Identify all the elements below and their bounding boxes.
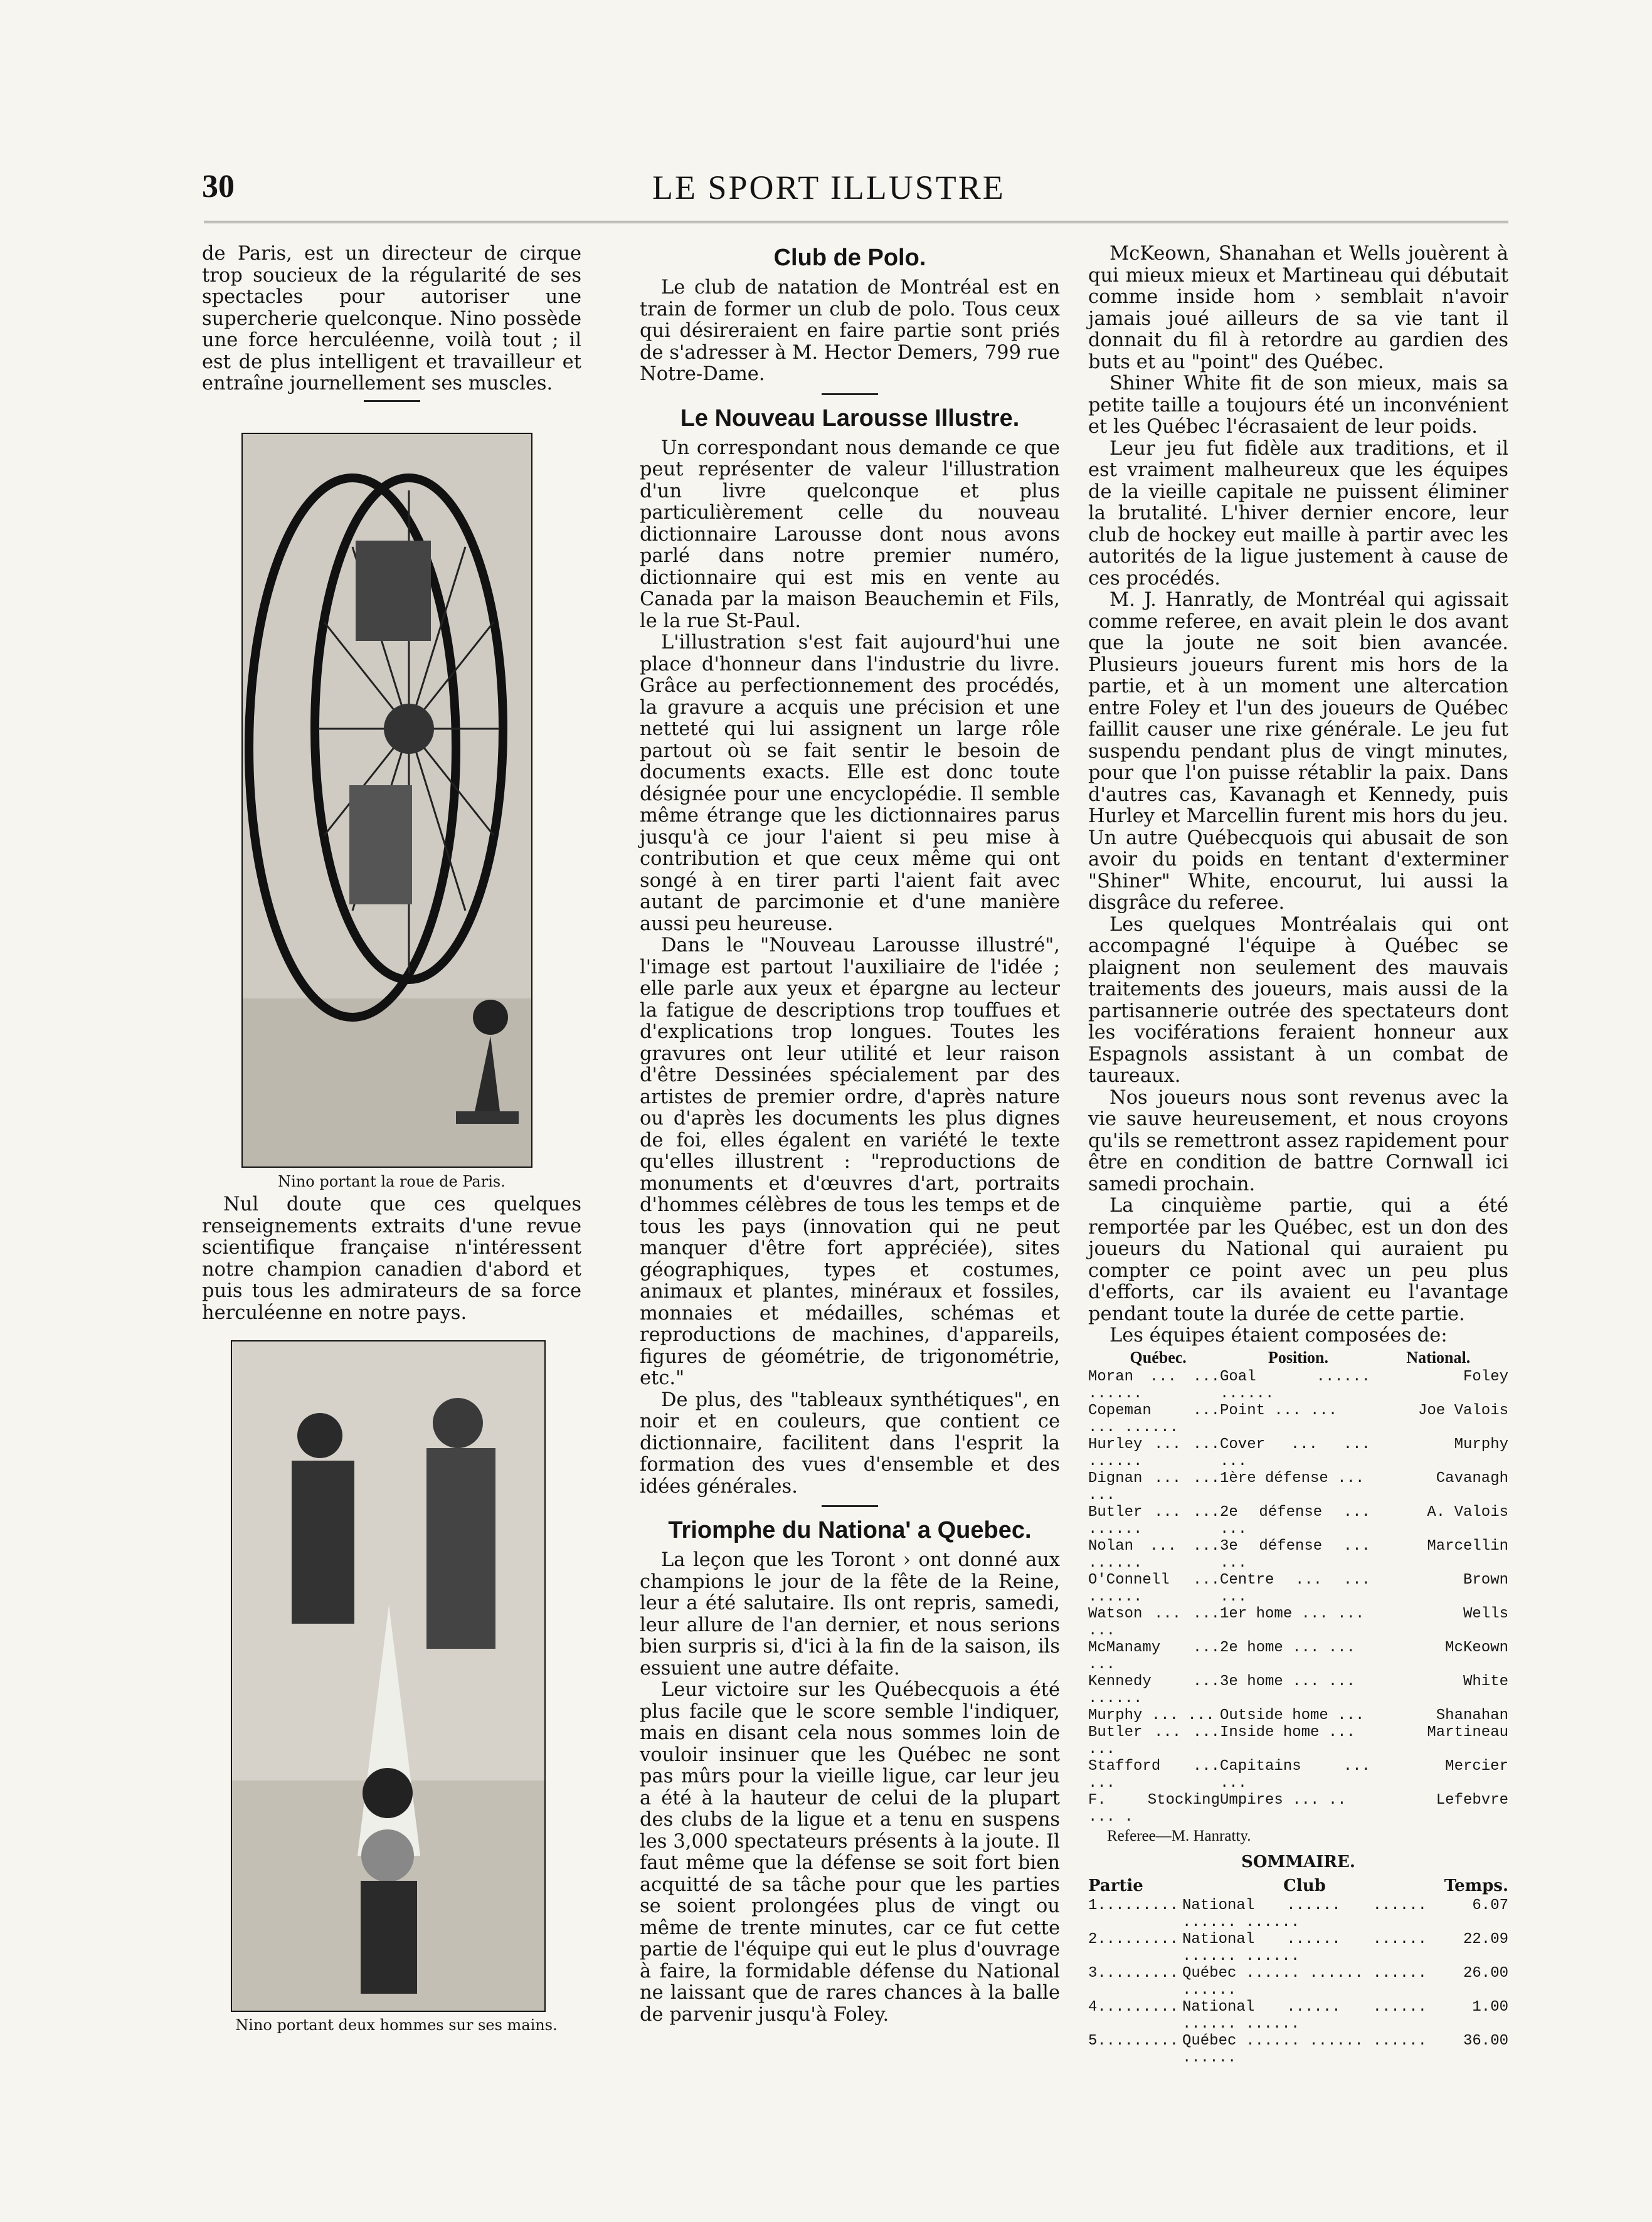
- triomphe-paragraph: McKeown, Shanahan et Wells jouèrent à qui mieux mieux et Martineau qui débutait comme inside hom › semblait n'avoir jamais joué ailleurs de sa vie tant il donnait du fil à retordre au gardien des buts et au "point" des Québec.: [1088, 243, 1508, 373]
- lineup-cell: Marcellin: [1427, 1538, 1508, 1555]
- table-row: [1088, 1402, 1508, 1436]
- triomphe-paragraph: Leur victoire sur les Québecquois a été plus facile que le score semble l'indiquer, mais en disant cela nous sommes loin de vouloir insinuer que les Québec ne sont pas mûrs pour la vieille ligue, car leur jeu a été à la hauteur de celui de la plupart des clubs de la ligue et a tenu en suspens les 3,000 spectateurs présents à la joute. Il faut même que la défense se soit fort bien acquitté de sa tâche pour que les parties se soient prolongées plus de vingt ou même de trente minutes, car ce fut cette partie de l'équipe qui eut le plus d'ouvrage à faire, la formidable défense du National ne laissant que de rares chances à la balle de parvenir jusqu'à Foley.: [640, 1679, 1060, 2026]
- table-row: [1088, 1470, 1508, 1504]
- lineup-cell: 2e défense ... ...: [1220, 1504, 1370, 1538]
- lineup-cell: White: [1463, 1673, 1508, 1690]
- sommaire-cell: 3.........: [1088, 1964, 1179, 1982]
- lineup-cell: Wells: [1463, 1606, 1508, 1622]
- sommaire-header-cell: Partie: [1088, 1876, 1143, 1895]
- sommaire-cell: Québec ...... ...... ...... ......: [1182, 1964, 1427, 1999]
- triomphe-paragraph: M. J. Hanratly, de Montréal qui agissait comme referee, en avait plein le dos avant que la joute ne soit bien avancée. Plusieurs joueurs furent mis hors de la partie, et à un moment une altercation entre Foley et l'un des joueurs de Québec faillit causer une rixe générale. Le jeu fut suspendu pendant plus de vingt minutes, pour que l'on puisse rétablir la paix. Dans d'autres cas, Kavanagh et Kennedy, puis Hurley et Marcellin furent mis hors du jeu. Un autre Québecquois qui abusait de son avoir du poids en tentant d'exterminer "Shiner" White, encourut, lui aussi la disgrâce du referee.: [1088, 589, 1508, 914]
- lineup-cell: McManamy ... ...: [1088, 1639, 1220, 1673]
- table-row: [1088, 1639, 1508, 1673]
- table-row: [1088, 1538, 1508, 1572]
- lineup-cell: Murphy ... ...: [1088, 1707, 1215, 1724]
- lineup-cell: Kennedy ... ......: [1088, 1673, 1220, 1707]
- larousse-heading: Le Nouveau Larousse Illustre.: [680, 405, 1020, 431]
- lineup-cell: Moran ... ... ......: [1088, 1368, 1220, 1402]
- triomphe-paragraph: Leur jeu fut fidèle aux traditions, et il est vraiment malheureux que les équipes de la vieille capitale ne puissent éliminer la brutalité. L'hiver dernier encore, leur club de hockey eut maille à partir avec les autorités de la ligue justement à cause de ces procédés.: [1088, 437, 1508, 590]
- larousse-paragraph: L'illustration s'est fait aujourd'hui une place d'honneur dans l'industrie du livre. Grâce au perfectionnement des procédés, la gravure a acquis une précision et une netteté qui lui assignent un large rôle partout où se fait sentir le besoin de documents exacts. Elle est donc toute désignée pour une encyclopédie. Il semble même étrange que les dictionnaires parus jusqu'à ce jour l'aient si peu mise à contribution et que ceux même qui ont songé à en tirer parti l'aient fait avec autant de parcimonie et d'une manière aussi peu heureuse.: [640, 632, 1060, 935]
- lineup-header-cell: Position.: [1268, 1348, 1329, 1367]
- header-rule: [204, 221, 1508, 223]
- lineup-cell: Inside home ...: [1220, 1724, 1356, 1741]
- table-row: [1088, 1368, 1508, 1402]
- table-row: [1088, 1999, 1508, 2033]
- lineup-cell: O'Connell ... ......: [1088, 1572, 1220, 1606]
- table-row: [1088, 1965, 1508, 1999]
- col1-paragraph: de Paris, est un directeur de cirque trop soucieux de la régularité de ses spectacles pour autoriser une supercherie quelconque. Nino possède une force herculéenne, voilà tout ; il est de plus intelligent et travailleur et entraîne journellement ses muscles.: [202, 243, 581, 394]
- lineup-cell: Copeman ... ... ......: [1088, 1402, 1220, 1436]
- referee-line: Referee—M. Hanratty.: [1107, 1828, 1251, 1844]
- sommaire-cell: 6.07: [1472, 1897, 1508, 1914]
- table-row: [1088, 1931, 1508, 1965]
- triomphe-paragraph: Shiner White fit de son mieux, mais sa petite taille a toujours été un inconvénient et les Québec l'écrasaient de leur poids.: [1088, 373, 1508, 438]
- sommaire-cell: 5.........: [1088, 2032, 1179, 2050]
- lineup-table: [1088, 1368, 1508, 1826]
- lineup-cell: Dignan ... ... ...: [1088, 1470, 1220, 1504]
- sommaire-cell: Québec ...... ...... ...... ......: [1182, 2032, 1427, 2066]
- photo-nino-wheel: [241, 433, 532, 1168]
- photo-nino-two-men: [231, 1340, 546, 2012]
- lineup-header: [1088, 1347, 1508, 1369]
- larousse-paragraph: Dans le "Nouveau Larousse illustré", l'image est partout l'auxiliaire de l'idée ; elle parle aux yeux et épargne au lecteur la fatigue de descriptions trop touffues et d'explications trop longues. Toutes les gravures ont leur utilité et leur raison d'être Dessinées spécialement par des artistes de premier ordre, d'après nature ou d'après les documents les plus dignes de foi, elles égalent en variété le texte qu'elles illustrent : "reproductions de monuments et d'œuvres d'art, portraits d'hommes célèbres de tous les temps et de tous les pays (innovation qui ne peut manquer d'être fort appréciée), sites géographiques, types et costumes, animaux et plantes, minéraux et fossiles, monnaies et médailles, schémas et reproductions de machines, d'appareils, figures de géométrie, de trigonométrie, etc.": [640, 934, 1060, 1389]
- sommaire-cell: 1.........: [1088, 1897, 1179, 1914]
- table-row: [1088, 1436, 1508, 1470]
- lineup-cell: Nolan ... ... ......: [1088, 1538, 1220, 1572]
- column-1: [202, 243, 581, 412]
- lineup-cell: Goal ...... ......: [1220, 1368, 1370, 1402]
- column-2: [640, 243, 1060, 2026]
- lineup-cell: 2e home ... ...: [1220, 1639, 1356, 1656]
- caption-two-men: Nino portant deux hommes sur ses mains.: [235, 2016, 558, 2034]
- separator: [822, 1505, 878, 1507]
- table-row: [1088, 1572, 1508, 1606]
- sommaire-cell: 1.00: [1472, 1998, 1508, 2016]
- lineup-cell: A. Valois: [1427, 1504, 1508, 1521]
- table-row: [1088, 1792, 1508, 1826]
- triomphe-paragraph: Nos joueurs nous sont revenus avec la vie sauve heureusement, et nous croyons qu'ils se remettront assez rapidement pour être en condition de battre Cornwall ici samedi prochain.: [1088, 1086, 1508, 1195]
- strongman-illustration: [232, 1341, 544, 2011]
- lineup-cell: Brown: [1463, 1572, 1508, 1589]
- sommaire-cell: National ...... ...... ...... ......: [1182, 1930, 1427, 1965]
- lineup-cell: Stafford ... ...: [1088, 1758, 1220, 1792]
- lineup-cell: Umpires ... ..: [1220, 1792, 1347, 1809]
- larousse-paragraph: De plus, des "tableaux synthétiques", en noir et en couleurs, que contient ce dictionnaire, facilitent dans l'esprit la formation des vues d'ensemble et des idées générales.: [640, 1389, 1060, 1498]
- lineup-cell: Lefebvre: [1436, 1792, 1508, 1809]
- lineup-cell: Outside home ...: [1220, 1707, 1365, 1724]
- polo-text: Le club de natation de Montréal est en train de former un club de polo. Tous ceux qui désireraient en faire partie sont priés de s'adresser à M. Hector Demers, 799 rue Notre-Dame.: [640, 277, 1060, 385]
- lineup-cell: 1ère défense ...: [1220, 1470, 1365, 1487]
- lineup-cell: McKeown: [1445, 1639, 1508, 1656]
- lineup-cell: Shanahan: [1436, 1707, 1508, 1724]
- sommaire-cell: National ...... ...... ...... ......: [1182, 1998, 1427, 2033]
- sommaire-cell: 2.........: [1088, 1930, 1179, 1948]
- lineup-cell: Point ... ...: [1220, 1402, 1338, 1419]
- lineup-cell: Watson ... ... ...: [1088, 1606, 1220, 1639]
- lineup-cell: F. Stocking ... .: [1088, 1792, 1220, 1826]
- lineup-cell: Hurley ... ... ......: [1088, 1436, 1220, 1470]
- lineup-cell: 3e défense ... ...: [1220, 1538, 1370, 1572]
- table-row: [1088, 1673, 1508, 1707]
- column-1-continued: [202, 1194, 581, 1324]
- table-row: [1088, 1504, 1508, 1538]
- triomphe-heading: Triomphe du Nationa' a Quebec.: [668, 1517, 1032, 1543]
- table-row: [1088, 1897, 1508, 1931]
- polo-heading: Club de Polo.: [773, 245, 926, 271]
- lineup-cell: Mercier: [1445, 1758, 1508, 1775]
- sommaire-cell: 26.00: [1463, 1964, 1508, 1982]
- sommaire-header-cell: Temps.: [1444, 1876, 1508, 1895]
- lineup-cell: Cavanagh: [1436, 1470, 1508, 1487]
- lineup-cell: Butler ... ... ......: [1088, 1504, 1220, 1538]
- sommaire-cell: 22.09: [1463, 1930, 1508, 1948]
- column-3: [1088, 243, 1508, 2066]
- triomphe-paragraph: Les quelques Montréalais qui ont accompagné l'équipe à Québec se plaignent non seulement des mauvais traitements des joueurs, mais aussi de la partisannerie outrée des spectateurs dont les vociférations feraient honneur aux Espagnols assistant à un combat de taureaux.: [1088, 913, 1508, 1087]
- triomphe-paragraph: La leçon que les Toront › ont donné aux champions le jour de la fête de la Reine, leur a été salutaire. Ils ont repris, samedi, leur allure de l'an dernier, et nous serions bien surpris si, d'ici à la fin de la saison, ils essuient une autre défaite.: [640, 1549, 1060, 1680]
- separator: [822, 393, 878, 395]
- table-row: [1088, 1758, 1508, 1792]
- sommaire-cell: 36.00: [1463, 2032, 1508, 2050]
- sommaire-cell: National ...... ...... ...... ......: [1182, 1897, 1427, 1931]
- table-row: [1088, 1606, 1508, 1639]
- lineup-header-cell: Québec.: [1130, 1348, 1187, 1367]
- lineup-cell: 1er home ... ...: [1220, 1606, 1365, 1622]
- sommaire-heading: SOMMAIRE.: [1241, 1852, 1355, 1871]
- lineup-cell: Cover ... ... ...: [1220, 1436, 1370, 1470]
- lineup-cell: Capitains ... ...: [1220, 1758, 1370, 1792]
- triomphe-paragraph: Les équipes étaient composées de:: [1109, 1325, 1448, 1346]
- caption-wheel: Nino portant la roue de Paris.: [278, 1173, 506, 1190]
- col1-paragraph: Nul doute que ces quelques renseignements extraits d'une revue scientifique française n'intéressent notre champion canadien d'abord et puis tous les admirateurs de sa force herculéenne en notre pays.: [202, 1193, 581, 1324]
- lineup-cell: Centre ... ... ...: [1220, 1572, 1370, 1606]
- page-number: 30: [202, 169, 235, 204]
- lineup-cell: Joe Valois: [1417, 1402, 1508, 1419]
- lineup-header-cell: National.: [1406, 1348, 1471, 1367]
- masthead: LE SPORT ILLUSTRE: [652, 169, 1005, 206]
- wheel-illustration: [243, 434, 531, 1167]
- sommaire-header: [1088, 1875, 1508, 1897]
- sommaire-cell: 4.........: [1088, 1998, 1179, 2016]
- lineup-cell: Martineau: [1427, 1724, 1508, 1741]
- lineup-cell: 3e home ... ...: [1220, 1673, 1356, 1690]
- triomphe-paragraph: La cinquième partie, qui a été remportée par les Québec, est un don des joueurs du National qui auraient pu compter ce point avec un peu plus d'efforts, car ils avaient eu l'avantage pendant toute la durée de cette partie.: [1088, 1195, 1508, 1325]
- larousse-paragraph: Un correspondant nous demande ce que peut représenter de valeur l'illustration d'un livre quelconque et plus particulièrement celle du nouveau dictionnaire Larousse dont nous avons parlé dans notre premier numéro, dictionnaire qui est mis en vente au Canada par la maison Beauchemin et Fils, le la rue St-Paul.: [640, 436, 1060, 632]
- lineup-cell: Murphy: [1454, 1436, 1508, 1453]
- sommaire-header-cell: Club: [1283, 1876, 1326, 1895]
- lineup-cell: Butler ... ... ...: [1088, 1724, 1220, 1758]
- table-row: [1088, 2033, 1508, 2066]
- separator: [364, 400, 420, 402]
- lineup-cell: Foley: [1463, 1368, 1508, 1385]
- table-row: [1088, 1724, 1508, 1758]
- table-row: [1088, 1707, 1508, 1724]
